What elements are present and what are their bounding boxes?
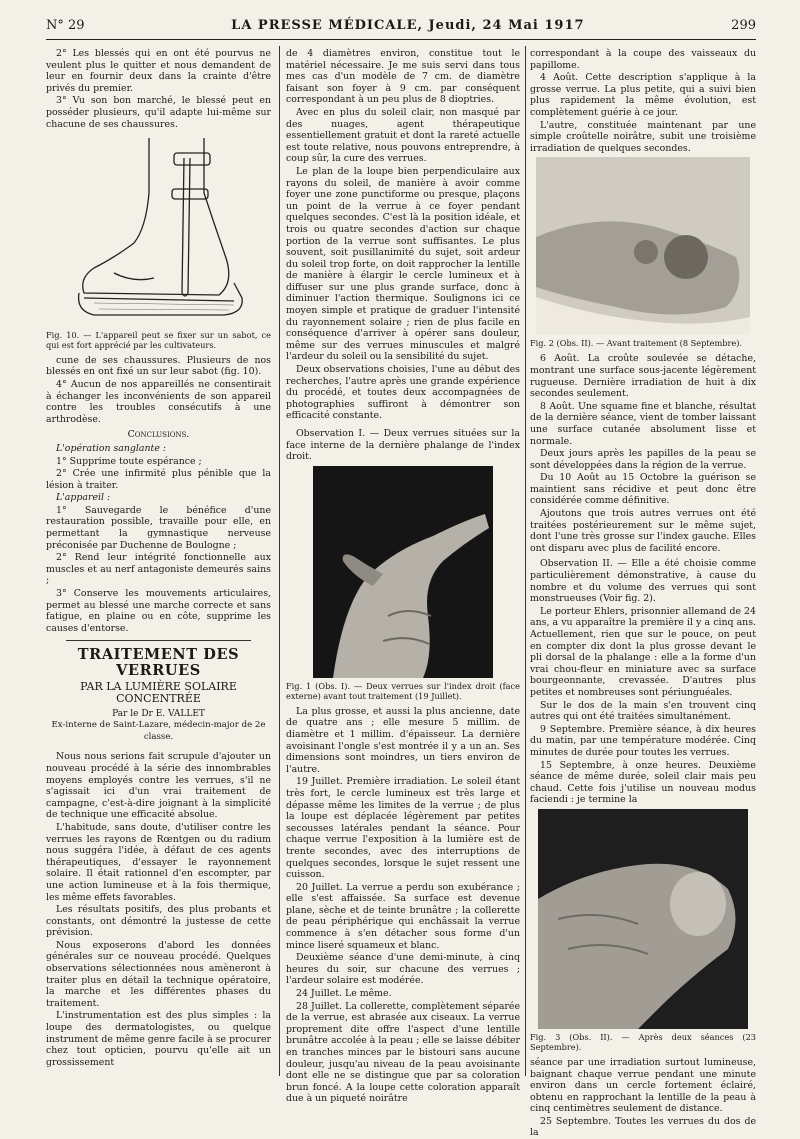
paragraph: Le plan de la loupe bien perpendiculaire aux rayons du soleil, de manière à avoir comme foyer une zone punctiforme ou presque, plaçons un point de la verrue à ce foyer pendant quelques secondes. C'est là la position idéale, et trois ou quatre secondes d'action sur chaque portion de la verrue sont suffisantes. Le plus souvent, soit pusillanimité du sujet, soit ardeur du soleil trop forte, on doit rapprocher la lentille de manière à élargir le cercle lumineux et à diffuser sur une plus grande surface, donc à diminuer l'action thermique. Soulignons ici ce moyen simple et pratique de graduer l'intensité du rayonnement solaire ; rien de plus facile en conséquence d'arriver à opérer sans douleur, même sur des verrues minuscules et malgré l'ardeur du soleil ou la sensibilité du sujet. (286, 165, 520, 363)
paragraph: correspondant à la coupe des vaisseaux du papillome. (530, 48, 756, 71)
list-item: 2° Crée une infirmité plus pénible que la lésion à traiter. (46, 468, 271, 491)
issue-number: N° 29 (46, 18, 85, 33)
paragraph: L'habitude, sans doute, d'utiliser contre les verrues les rayons de Rœntgen ou du radium nous suggéra l'idée, à défaut de ces agents thérapeutiques, d'essayer le rayonnement solaire. Il était rationnel d'en escompter, par une action lumineuse et à la fois thermique, les même effets favorables. (46, 821, 271, 903)
observation-heading: Observation I. — Deux verrues situées sur la face interne de la dernière phalange de l'index droit. (286, 428, 520, 463)
paragraph: Deux observations choisies, l'une au début des recherches, l'autre après une grande expérience du procédé, et toutes deux accompagnées de photographies suffiront à démontrer son efficacité constante. (286, 364, 520, 422)
list-item: 1° Sauvegarde le bénéfice d'une restauration possible, travaille pour elle, en permettant la gymnastique nerveuse préconisée par Duchenne de Boulogne ; (46, 504, 271, 551)
hand-photograph (313, 466, 493, 678)
figure-3-caption: Fig. 3 (Obs. II). — Après deux séances (23 Septembre). (530, 1031, 756, 1052)
paragraph: 25 Septembre. Toutes les verrues du dos de la (530, 1115, 756, 1139)
paragraph: Les résultats positifs, des plus probants et constants, ont démontré la justesse de cette prévision. (46, 904, 271, 939)
figure-2 (530, 157, 756, 335)
author-affiliation: Ex-interne de Saint-Lazare, médecin-major de 2e classe. (51, 720, 266, 742)
figure-1-caption: Fig. 1 (Obs. I). — Deux verrues sur l'index droit (face externe) avant tout traitement (19 Juillet). (286, 680, 520, 701)
list-item: 1° Supprime toute espérance ; (56, 455, 202, 467)
subheading: L'appareil : (56, 492, 111, 504)
paragraph: 3° Vu son bon marché, le blessé peut en posséder plusieurs, qu'il adapte lui-même sur chacune de ses chaussures. (46, 95, 271, 130)
paragraph: Ajoutons que trois autres verrues ont été traitées postérieurement sur le même sujet, dont l'une très grosse sur l'index gauche. Elles ont disparu avec plus de facilité encore. (530, 508, 756, 554)
paragraph: L'autre, constituée maintenant par une simple croûtelle noirâtre, subit une troisième irradiation de quelques secondes. (530, 119, 756, 154)
paragraph: Le porteur Ehlers, prisonnier allemand de 24 ans, a vu apparaître la première il y a cinq ans. Actuellement, rien que sur le pouce, on peut en compter dix dont la plus grosse devant le pli dorsal de la phalange : elle a la forme d'un vrai chou-fleur en miniature avec sa surface bourgeonnante, crevassée. D'autres plus petites et nombreuses sont périunguéales. (530, 605, 756, 698)
paragraph: La plus grosse, et aussi la plus ancienne, date de quatre ans ; elle mesure 5 millim. de diamètre et 1 millim. d'épaisseur. La dernière avoisinant l'ongle s'est montrée il y a un an. Ses dimensions sont moindres, un tiers environ de l'autre. (286, 705, 520, 775)
paragraph: 6 Août. La croûte soulevée se détache, montrant une surface sous-jacente légèrement rugueuse. Dernière irradiation de huit à dix secondes seulement. (530, 353, 756, 400)
paragraph: de 4 diamètres environ, constitue tout le matériel nécessaire. Je me suis servi dans tous mes cas d'un modèle de 7 cm. de diamètre faisant son foyer à 9 cm. par conséquent correspondant à un peu plus de 8 dioptries. (286, 48, 520, 106)
column-1 (46, 48, 271, 1076)
figure-10 (46, 133, 271, 327)
page-number: 299 (731, 18, 756, 33)
paragraph: Deux jours après les papilles de la peau se sont développées dans la région de la verrue. (530, 448, 756, 471)
paragraph: 20 Juillet. La verrue a perdu son exubérance ; elle s'est affaissée. Sa surface est devenue plane, sèche et de teinte brunâtre ; la collerette de peau périphérique qui enchâssait la verrue commence à s'en détacher sous forme d'un mince liseré squameux et blanc. (286, 881, 520, 951)
paragraph: 9 Septembre. Première séance, à dix heures du matin, par une température modérée. Cinq minutes de durée pour toutes les verrues. (530, 723, 756, 758)
paragraph: 28 Juillet. La collerette, complètement séparée de la verrue, est abrasée aux ciseaux. La verrue proprement dite offre l'aspect d'une lentille brunâtre accolée à la peau ; elle se laisse débiter en tranches minces par le bistouri sans aucune douleur, jusqu'au niveau de la peau avoisinante dont elle ne se distingue que par sa coloration brun foncé. A la loupe cette coloration apparaît due à un piqueté noirâtre (286, 1000, 520, 1105)
paragraph: 19 Juillet. Première irradiation. Le soleil étant très fort, le cercle lumineux est très large et dépasse même les limites de la verrue ; de plus la loupe est déplacée légèrement par petites secousses latérales pendant la séance. Pour chaque verrue l'exposition à la lumière est de trente secondes, avec des interruptions de quelques secondes, lorsque le sujet ressent une cuisson. (286, 776, 520, 881)
article-subtitle: PAR LA LUMIÈRE SOLAIRE CONCENTRÉE (80, 680, 237, 705)
paragraph: Avec en plus du soleil clair, non masqué par des nuages, agent thérapeutique essentiellement gratuit et dont la rareté actuelle est toute relative, nous pouvons entreprendre, à coup sûr, la cure des verrues. (286, 106, 520, 165)
paragraph: Du 10 Août au 15 Octobre la guérison se maintient sans récidive et peut donc être considérée comme définitive. (530, 472, 756, 507)
figure-1 (286, 466, 520, 678)
figure-10-caption: Fig. 10. — L'appareil peut se fixer sur un sabot, ce qui est fort apprécié par les cultivateurs. (46, 329, 271, 350)
list-item: 2° Rend leur intégrité fonctionnelle aux muscles et au nerf antagoniste demeurés sains ; (46, 552, 271, 587)
paragraph: 8 Août. Une squame fine et blanche, résultat de la dernière séance, vient de tomber laissant une surface cutanée absolument lisse et normale. (530, 400, 756, 447)
paragraph: 2° Les blessés qui en ont été pourvus ne veulent plus le quitter et nous demandent de leur en fournir deux dans la crainte d'être privés du premier. (46, 48, 271, 94)
paragraph: cune de ses chaussures. Plusieurs de nos blessés en ont fixé un sur leur sabot (fig. 10). (46, 354, 271, 378)
subheading: L'opération sanglante : (56, 442, 167, 454)
paragraph: Nous exposerons d'abord les données générales sur ce nouveau procédé. Quelques observations sélectionnées nous amèneront à traiter plus en détail la technique opératoire, la marche et les différentes phases du traitement. (46, 939, 271, 1009)
journal-title: LA PRESSE MÉDICALE, Jeudi, 24 Mai 1917 (231, 18, 585, 33)
paragraph: 4° Aucun de nos appareillés ne consentirait à échanger les inconvénients de son appareil contre les troubles consécutifs à une arthrodèse. (46, 378, 271, 425)
paragraph: Nous nous serions fait scrupule d'ajouter un nouveau procédé à la série des innombrables moyens employés contre les verrues, s'il ne s'agissait ici d'un vrai traitement de campagne, c'est-à-dire joignant à la simplicité de technique une efficacité absolue. (46, 751, 271, 821)
paragraph: Sur le dos de la main s'en trouvent cinq autres qui ont été traitées simultanément. (530, 699, 756, 723)
paragraph: 15 Septembre, à onze heures. Deuxième séance de même durée, soleil clair mais peu chaud. Cette fois j'utilise un nouveau modus faciendi : je termine la (530, 759, 756, 806)
paragraph: 24 Juillet. Le même. (296, 988, 392, 1000)
paragraph: séance par une irradiation surtout lumineuse, baignant chaque verrue pendant une minute environ dans un cercle fortement éclairé, obtenu en rapprochant la lentille de la peau à cinq centimètres seulement de distance. (530, 1056, 756, 1115)
page-header (46, 18, 756, 40)
column-rule (279, 46, 280, 1076)
orthopedic-appliance-illustration (54, 133, 264, 323)
conclusions-heading: Conclusions. (127, 429, 190, 441)
section-divider (66, 640, 251, 641)
author-byline: Par le Dr E. VALLET (112, 708, 205, 719)
figure-2-caption: Fig. 2 (Obs. II). — Avant traitement (8 Septembre). (530, 338, 743, 349)
column-2 (286, 48, 520, 1105)
column-rule (525, 46, 526, 1076)
thumb-photograph (536, 157, 750, 335)
observation-heading: Observation II. — Elle a été choisie comme particulièrement démonstrative, à cause du nombre et du volume des verrues qui sont monstrueuses (Voir fig. 2). (530, 558, 756, 605)
figure-3 (530, 809, 756, 1029)
thumb-after-photograph (538, 809, 748, 1029)
paragraph: 4 Août. Cette description s'applique à la grosse verrue. La plus petite, qui a suivi bien plus rapidement la même évolution, est complètement guérie à ce jour. (530, 72, 756, 118)
list-item: 3° Conserve les mouvements articulaires, permet au blessé une marche correcte et sans fatigue, en plaine ou en côte, supprime les causes d'entorse. (46, 588, 271, 634)
paragraph: Deuxième séance d'une demi-minute, à cinq heures du soir, sur chacune des verrues ; l'ardeur solaire est modérée. (286, 952, 520, 987)
article-title: TRAITEMENT DES VERRUES (77, 646, 240, 680)
paragraph: L'instrumentation est des plus simples : la loupe des dermatologistes, ou quelque instrument de même genre facile à se procurer chez tout opticien, pourvu qu'elle ait un grossissement (46, 1010, 272, 1068)
column-3 (530, 48, 756, 1139)
